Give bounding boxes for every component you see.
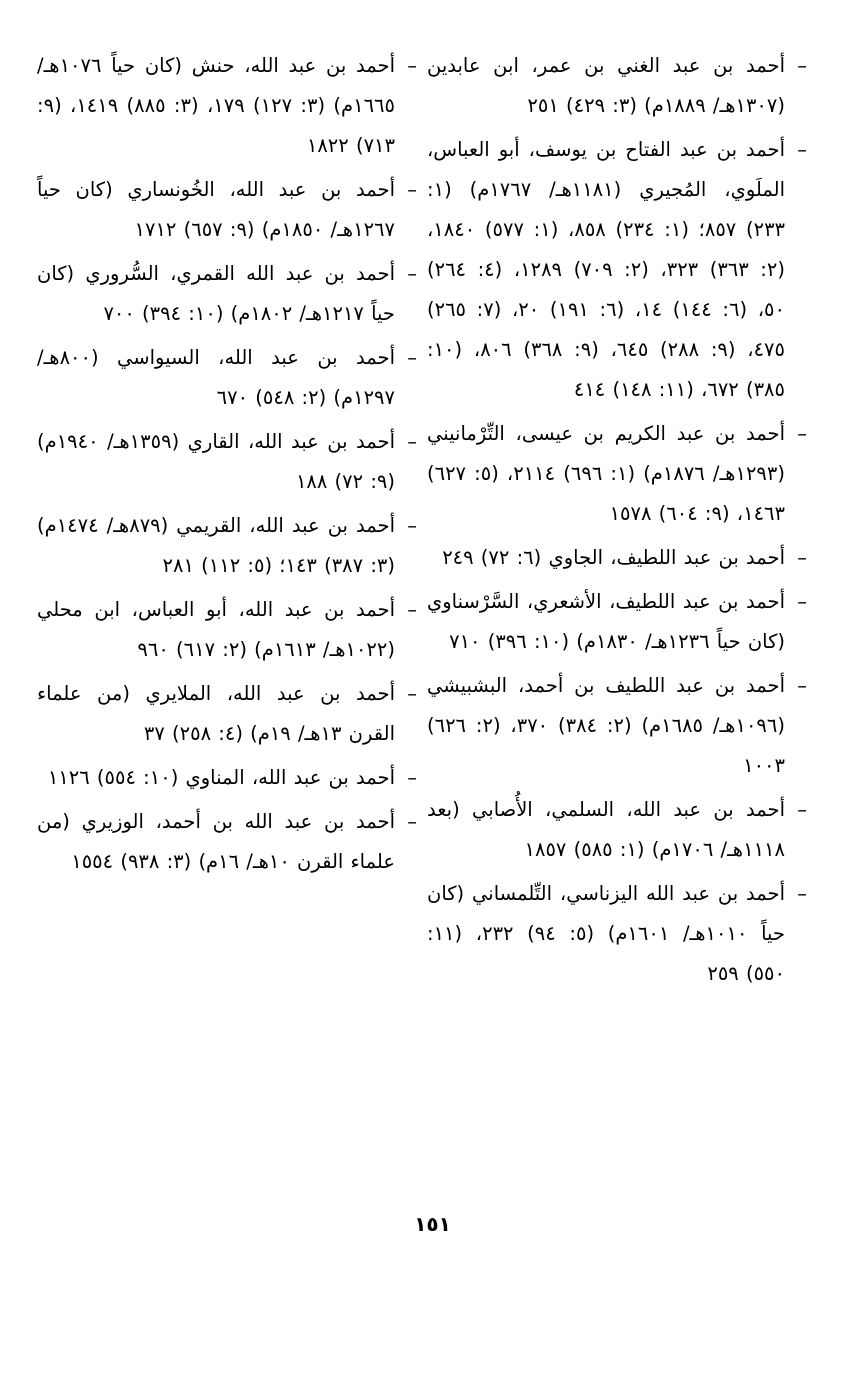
entry-text: أحمد بن عبد الله، حنش (كان حياً ١٠٧٦هـ/ ١٦٦٥م) (٣: ١٢٧) ١٧٩، (٣: ٨٨٥) ١٤١٩، (٩: ٧١٣) ١٨٢٢: [37, 54, 395, 157]
index-entry: [37, 758, 417, 798]
index-entry: [37, 338, 417, 418]
index-entry: [37, 802, 417, 882]
entry-dash: –: [407, 54, 417, 77]
entry-text: أحمد بن عبد الله، الخُونساري (كان حياً ١٢٦٧هـ/ ١٨٥٠م) (٩: ٦٥٧) ١٧١٢: [37, 178, 395, 241]
entry-text: أحمد بن عبد الغني بن عمر، ابن عابدين (١٣٠٧هـ/ ١٨٨٩م) (٣: ٤٢٩) ٢٥١: [427, 54, 785, 117]
entry-text: أحمد بن عبد الله، القاري (١٣٥٩هـ/ ١٩٤٠م) (٩: ٧٢) ١٨٨: [37, 430, 396, 493]
entry-dash: –: [797, 546, 807, 569]
entry-text: أحمد بن عبد الفتاح بن يوسف، أبو العباس، الملَوي، المُجيري (١١٨١هـ/ ١٧٦٧م) (١: ٢٣٣) ٨٥٧؛ (١: ٢٣٤) ٨٥٨، (١: ٥٧٧) ١٨٤٠، (٢: ٣٦٣) ٣٢٣، (٢: ٧٠٩) ١٢٨٩، (٤: ٢٦٤) ٥٠، (٦: ١٤٤) ١٤، (٦: ١٩١) ٢٠، (٧: ٢٦٥) ٤٧٥، (٩: ٢٨٨) ٦٤٥، (٩: ٣٦٨) ٨٠٦، (١٠: ٣٨٥) ٦٧٢، (١١: ١٤٨) ٤١٤: [427, 138, 786, 401]
entry-dash: –: [797, 674, 807, 697]
entry-text: أحمد بن عبد الله، السيواسي (٨٠٠هـ/ ١٢٩٧م) (٢: ٥٤٨) ٦٧٠: [37, 346, 395, 409]
index-column-left: [37, 46, 417, 886]
index-entry: [37, 170, 417, 250]
index-entry: [427, 538, 807, 578]
entry-dash: –: [797, 882, 807, 905]
index-entry: [37, 254, 417, 334]
entry-text: أحمد بن عبد الله، أبو العباس، ابن محلي (١٠٢٢هـ/ ١٦١٣م) (٢: ٦١٧) ٩٦٠: [37, 598, 395, 661]
entry-dash: –: [797, 422, 807, 445]
entry-text: أحمد بن عبد الله، السلمي، الأُصابي (بعد ١١١٨هـ/ ١٧٠٦م) (١: ٥٨٥) ١٨٥٧: [427, 798, 785, 861]
index-entry: [37, 674, 417, 754]
entry-dash: –: [407, 810, 417, 833]
entry-text: أحمد بن عبد الله، الملايري (من علماء القرن ١٣هـ/ ١٩م) (٤: ٢٥٨) ٣٧: [37, 682, 395, 745]
index-entry: [427, 874, 807, 994]
entry-dash: –: [407, 682, 417, 705]
entry-text: أحمد بن عبد الله بن أحمد، الوزيري (من علماء القرن ١٠هـ/ ١٦م) (٣: ٩٣٨) ١٥٥٤: [37, 810, 395, 873]
entry-dash: –: [407, 430, 417, 453]
index-entry: [37, 590, 417, 670]
index-entry: [37, 506, 417, 586]
entry-text: أحمد بن عبد الله اليزناسي، التِّلمساني (كان حياً ١٠١٠هـ/ ١٦٠١م) (٥: ٩٤) ٢٣٢، (١١: ٥٥٠) ٢٥٩: [427, 882, 785, 985]
entry-text: أحمد بن عبد اللطيف، الجاوي (٦: ٧٢) ٢٤٩: [442, 546, 785, 569]
entry-dash: –: [797, 138, 807, 161]
entry-text: أحمد بن عبد الله القمري، السُّروري (كان حياً ١٢١٧هـ/ ١٨٠٢م) (١٠: ٣٩٤) ٧٠٠: [37, 262, 395, 325]
entry-text: أحمد بن عبد الكريم بن عيسى، التِّرْمانيني (١٢٩٣هـ/ ١٨٧٦م) (١: ٦٩٦) ٢١١٤، (٥: ٦٢٧) ١٤٦٣، (٩: ٦٠٤) ١٥٧٨: [427, 422, 785, 525]
index-entry: [37, 46, 417, 166]
entry-dash: –: [797, 798, 807, 821]
entry-dash: –: [407, 766, 417, 789]
entry-dash: –: [797, 54, 807, 77]
index-entry: [427, 666, 807, 786]
entry-dash: –: [797, 590, 807, 613]
index-entry: [427, 790, 807, 870]
index-entry: [427, 130, 807, 410]
index-column-right: [427, 46, 807, 998]
entry-dash: –: [407, 598, 417, 621]
entry-dash: –: [407, 178, 417, 201]
entry-text: أحمد بن عبد اللطيف بن أحمد، البشبيشي (١٠٩٦هـ/ ١٦٨٥م) (٢: ٣٨٤) ٣٧٠، (٢: ٦٢٦) ١٠٠٣: [427, 674, 785, 777]
entry-text: أحمد بن عبد اللطيف، الأشعري، السَّرْسناوي (كان حياً ١٢٣٦هـ/ ١٨٣٠م) (١٠: ٣٩٦) ٧١٠: [427, 590, 785, 653]
entry-text: أحمد بن عبد الله، المناوي (١٠: ٥٥٤) ١١٢٦: [47, 766, 395, 789]
index-entry: [37, 422, 417, 502]
index-entry: [427, 46, 807, 126]
entry-dash: –: [407, 262, 417, 285]
entry-dash: –: [407, 346, 417, 369]
index-entry: [427, 582, 807, 662]
index-entry: [427, 414, 807, 534]
entry-dash: –: [407, 514, 417, 537]
entry-text: أحمد بن عبد الله، القريمي (٨٧٩هـ/ ١٤٧٤م) (٣: ٣٨٧) ١٤٣؛ (٥: ١١٢) ٢٨١: [37, 514, 396, 577]
page-number: ١٥١: [414, 1212, 451, 1236]
